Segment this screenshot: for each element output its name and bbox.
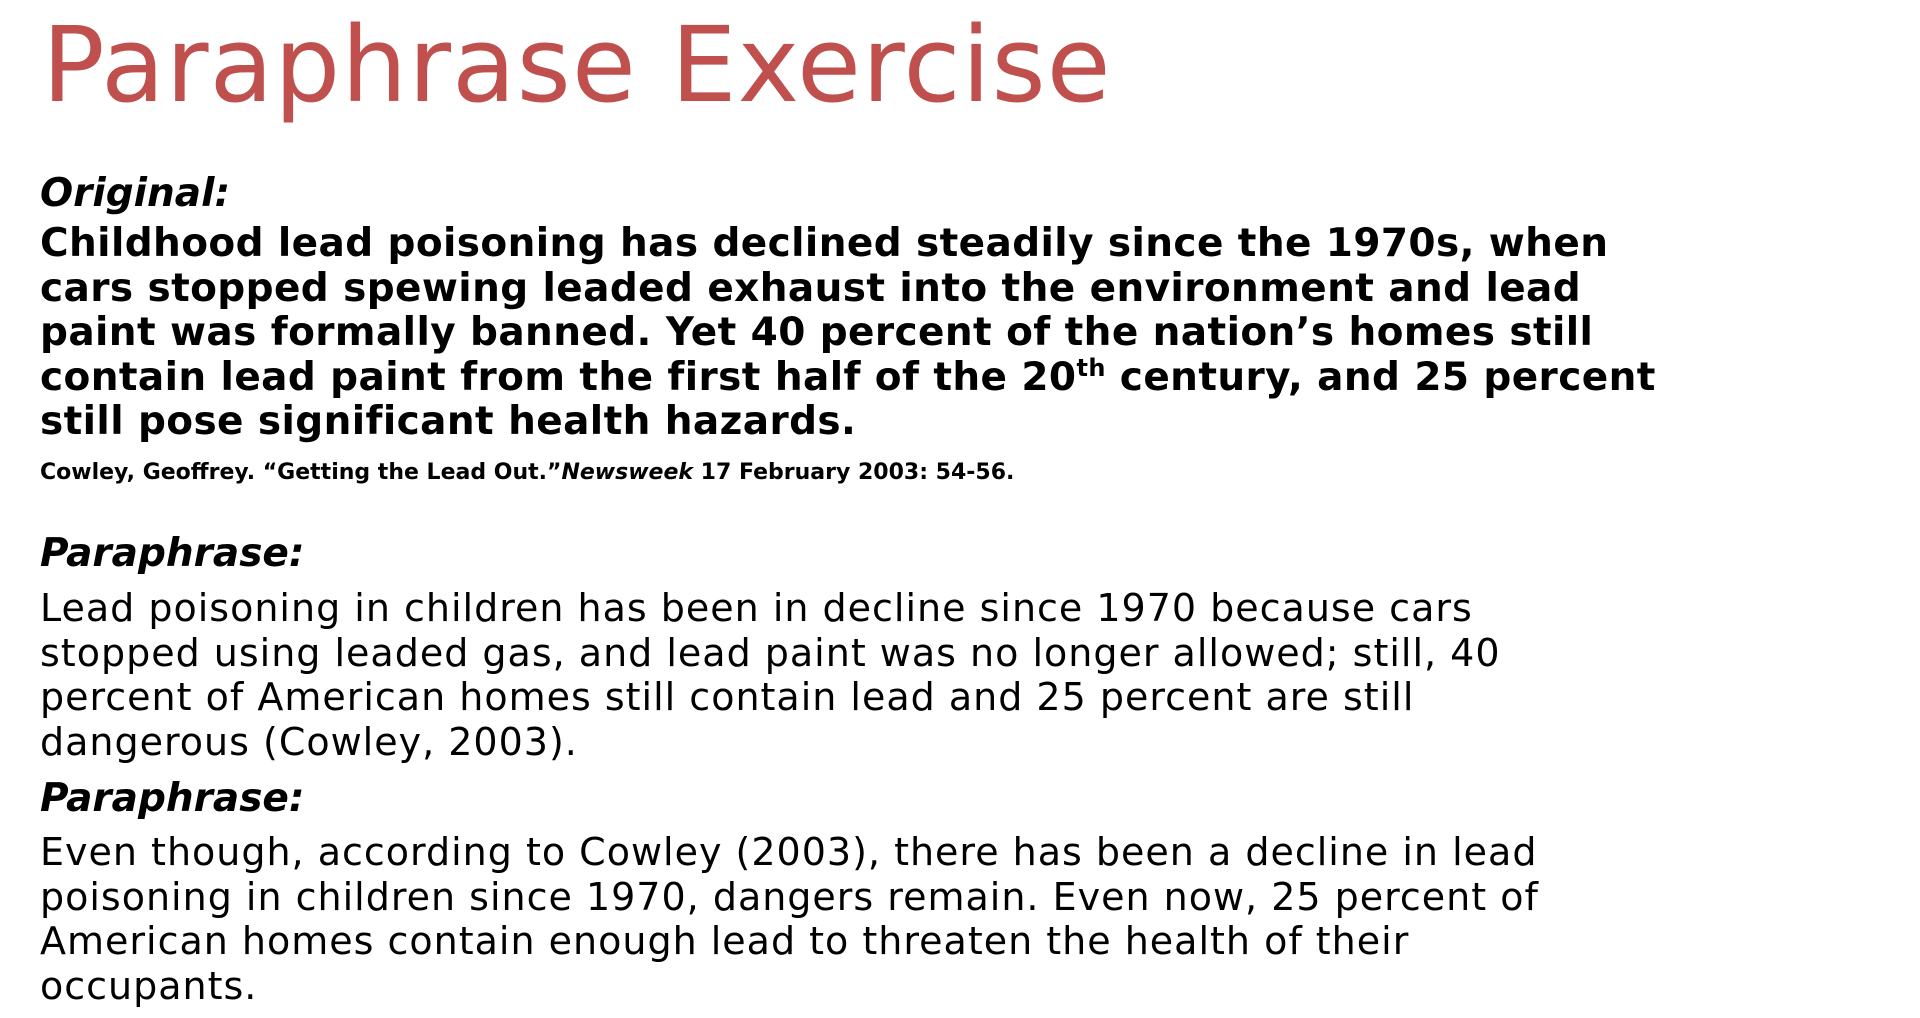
paraphrase-1-line: dangerous (Cowley, 2003). [40, 719, 578, 764]
citation [40, 458, 1014, 488]
original-line: Childhood lead poisoning has declined steadily since the 1970s, when [40, 221, 1609, 266]
original-line-4 [40, 353, 1900, 401]
original-line: cars stopped spewing leaded exhaust into the environment and lead [40, 265, 1582, 311]
paraphrase-1-text [40, 586, 1900, 764]
ordinal-superscript: th [1076, 353, 1106, 382]
paraphrase-2-line: American homes contain enough lead to threaten the health of their [40, 919, 1410, 963]
paraphrase-1-line: percent of American homes still contain lead and 25 percent are still [40, 675, 1415, 719]
original-line-4-end: century, and 25 percent [1105, 354, 1656, 400]
paraphrase-1-line: Lead poisoning in children has been in decline since 1970 because cars [40, 586, 1473, 630]
paraphrase-1-label: Paraphrase: [40, 531, 305, 576]
original-text [40, 222, 1900, 445]
original-label: Original: [40, 171, 231, 216]
paraphrase-1-line: stopped using leaded gas, and lead paint was no longer allowed; still, 40 [40, 630, 1501, 675]
citation-details: 17 February 2003: 54-56. [693, 460, 1015, 485]
original-line: paint was formally banned. Yet 40 percent of the nation’s homes still [40, 310, 1594, 355]
original-line-4-start: contain lead paint from the first half of the 20 [40, 354, 1077, 400]
paraphrase-2-line: Even though, according to Cowley (2003), there has been a decline in lead [40, 830, 1538, 874]
paraphrase-2-label: Paraphrase: [40, 776, 305, 821]
paraphrase-2-text [40, 830, 1900, 1008]
original-line: still pose significant health hazards. [40, 399, 857, 444]
paraphrase-2-line: occupants. [40, 963, 258, 1008]
citation-journal: Newsweek [561, 460, 694, 485]
citation-author-title: Cowley, Geoffrey. “Getting the Lead Out.” [40, 460, 562, 485]
slide-title: Paraphrase Exercise [42, 4, 1112, 126]
paraphrase-2-line: poisoning in children since 1970, dangers remain. Even now, 25 percent of [40, 874, 1539, 919]
